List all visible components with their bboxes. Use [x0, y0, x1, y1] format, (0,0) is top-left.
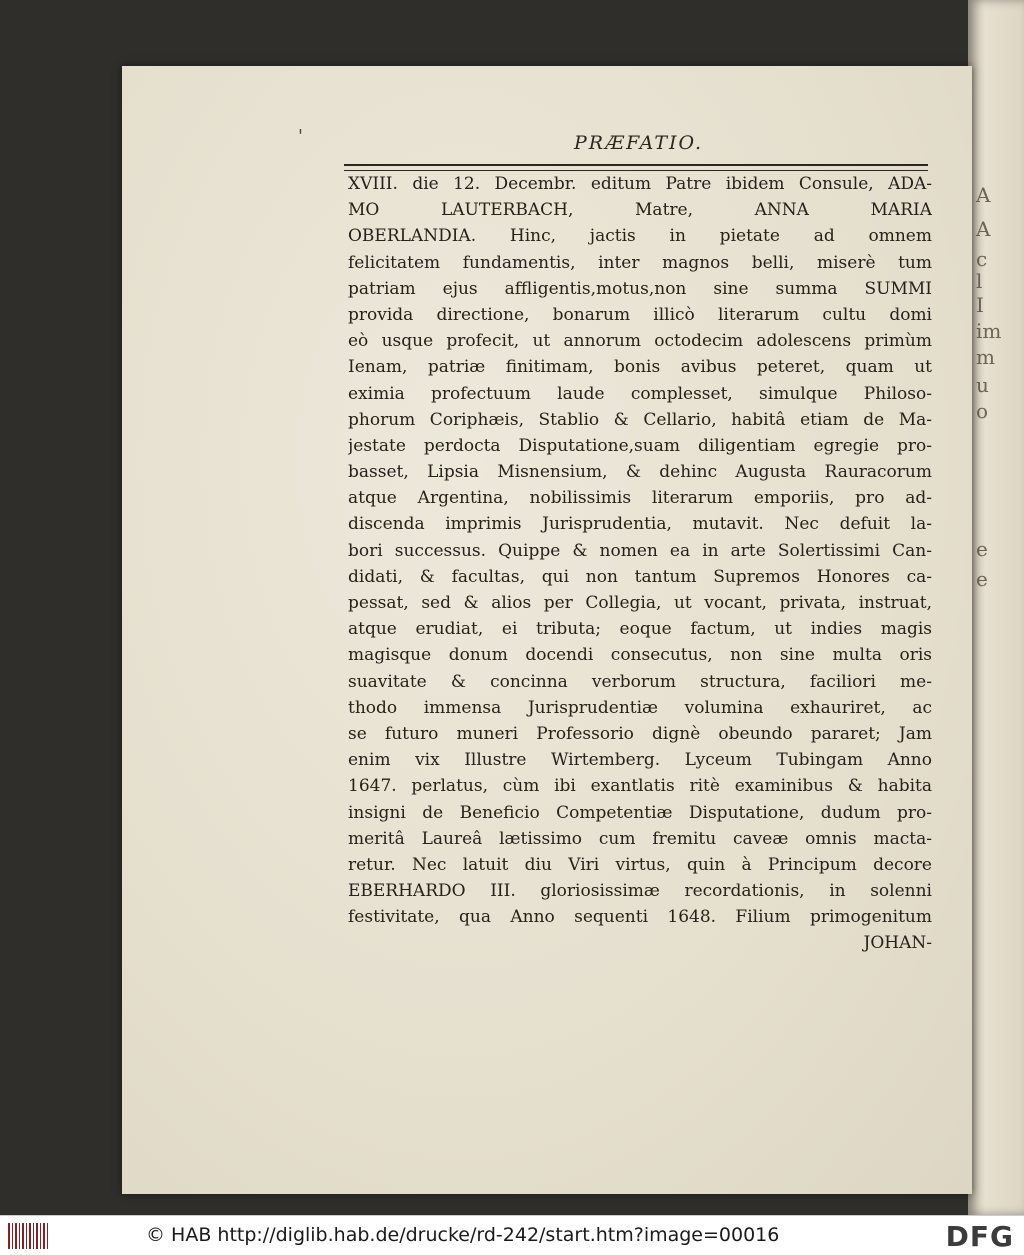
text-line: atque erudiat, ei tributa; eoque factum, ut indies magis — [348, 619, 932, 640]
text-line: atque Argentina, nobilissimis literarum emporiis, pro ad- — [348, 488, 932, 509]
footer-credit-link[interactable]: © HAB http://diglib.hab.de/drucke/rd-242/start.htm?image=00016 — [146, 1224, 780, 1246]
page-mark: ' — [298, 126, 303, 147]
text-line: discenda imprimis Jurisprudentia, mutavit. Nec defuit la- — [348, 514, 932, 535]
text-line: retur. Nec latuit diu Viri virtus, quin à Principum decore — [348, 854, 932, 875]
text-line: EBERHARDO III. gloriosissimæ recordationis, in solenni — [348, 881, 932, 902]
next-page-fragment: e — [976, 537, 988, 561]
text-line: phorum Coriphæis, Stablio & Cellario, habitâ etiam de Ma- — [348, 409, 932, 430]
text-line: XVIII. die 12. Decembr. editum Patre ibidem Consule, ADA- — [348, 174, 932, 194]
text-line: eò usque profecit, ut annorum octodecim adolescens primùm — [348, 331, 932, 352]
text-line: meritâ Laureâ lætissimo cum fremitu caveæ omnis macta- — [348, 828, 932, 849]
text-line: enim vix Illustre Wirtemberg. Lyceum Tubingam Anno — [348, 750, 932, 771]
next-page-fragment: A — [976, 217, 991, 241]
next-page-fragment: o — [976, 399, 989, 423]
text-line: 1647. perlatus, cùm ibi exantlatis ritè examinibus & habita — [348, 776, 932, 797]
next-page-fragment: I — [976, 293, 984, 317]
next-page-fragment: c — [976, 247, 988, 271]
catchword: JOHAN- — [863, 933, 932, 954]
text-line: OBERLANDIA. Hinc, jactis in pietate ad omnem — [348, 226, 932, 247]
text-line: se futuro muneri Professorio dignè obeundo pararet; Jam — [348, 723, 932, 744]
next-page-fragment: e — [976, 567, 988, 591]
text-line: pessat, sed & alios per Collegia, ut vocant, privata, instruat, — [348, 593, 932, 613]
text-line: suavitate & concinna verborum structura, faciliori me- — [348, 671, 932, 692]
text-line: festivitate, qua Anno sequenti 1648. Filium primogenitum — [348, 907, 932, 928]
text-line: provida directione, bonarum illicò literarum cultu domi — [348, 304, 932, 325]
text-line: Ienam, patriæ finitimam, bonis avibus peteret, quam ut — [348, 357, 932, 378]
body-text — [348, 171, 932, 957]
next-page-fragment: A — [976, 183, 991, 207]
dfg-logo: DFG — [945, 1220, 1014, 1253]
faded-signature-mark — [358, 956, 375, 972]
text-line: didati, & facultas, qui non tantum Supremos Honores ca- — [348, 566, 932, 587]
text-line: jestate perdocta Disputatione,suam diligentiam egregie pro- — [348, 435, 932, 456]
next-page-fragment: u — [976, 373, 989, 397]
next-page-edge — [968, 0, 1024, 1215]
next-page-fragment: m — [976, 345, 995, 369]
text-line: patriam ejus affligentis,motus,non sine summa SUMMI — [348, 278, 932, 299]
text-line: thodo immensa Jurisprudentiæ volumina exhauriret, ac — [348, 697, 932, 718]
text-line: eximia profectuum laude complesset, simulque Philoso- — [348, 383, 932, 404]
text-line: MO LAUTERBACH, Matre, ANNA MARIA — [348, 200, 932, 221]
text-line: bori successus. Quippe & nomen ea in arte Solertissimi Can- — [348, 540, 932, 561]
scanned-page — [122, 66, 972, 1194]
next-page-fragment: im — [976, 319, 1002, 343]
next-page-fragment: l — [976, 269, 983, 293]
text-line: insigni de Beneficio Competentiæ Disputatione, dudum pro- — [348, 802, 932, 823]
header-rule — [344, 164, 928, 171]
text-line: magisque donum docendi consecutus, non sine multa oris — [348, 645, 932, 666]
barcode-icon — [8, 1223, 48, 1249]
text-line: basset, Lipsia Misnensium, & dehinc Augusta Rauracorum — [348, 462, 932, 483]
text-line: felicitatem fundamentis, inter magnos belli, miserè tum — [348, 252, 932, 273]
running-head: PRÆFATIO. — [574, 132, 704, 154]
footer-bar — [0, 1215, 1024, 1255]
